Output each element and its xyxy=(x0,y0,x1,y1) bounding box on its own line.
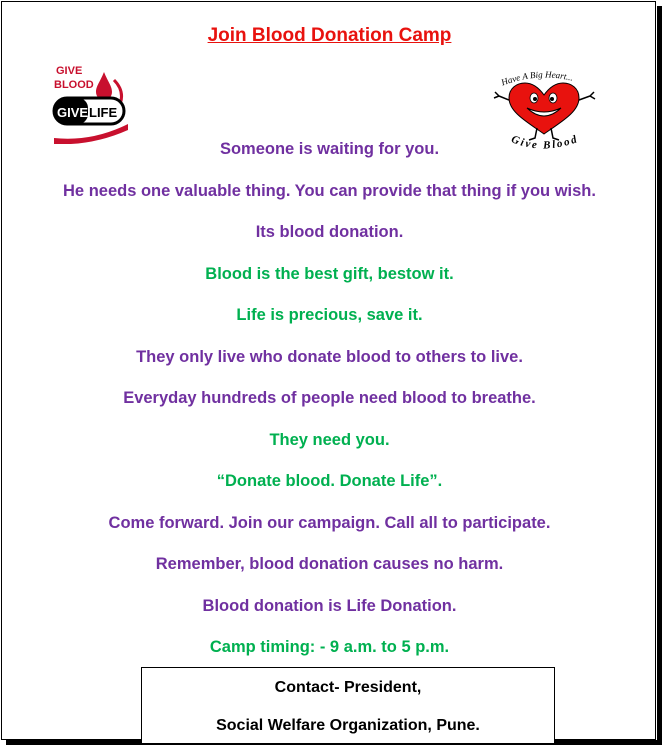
message-line: He needs one valuable thing. You can provide that thing if you wish. xyxy=(63,181,596,200)
message-line: Blood donation is Life Donation. xyxy=(202,596,457,615)
logo-text-give-blood: Give Blood xyxy=(509,132,581,152)
blood-drop-icon xyxy=(96,72,112,100)
message-line: Life is precious, save it. xyxy=(236,306,423,324)
message-line: Someone is waiting for you. xyxy=(219,140,440,158)
logo-text-give-2: GIVE xyxy=(57,105,89,120)
contact-box xyxy=(141,667,555,744)
message-line: They need you. xyxy=(269,430,390,449)
logo-text-give: GIVE xyxy=(56,65,83,77)
give-blood-logo xyxy=(52,60,130,144)
poster-title: Join Blood Donation Camp xyxy=(207,25,452,46)
message-line: Its blood donation. xyxy=(255,223,404,241)
page-shadow-right xyxy=(657,6,662,745)
logo-text-blood: BLOOD xyxy=(54,79,94,91)
smiling-heart-icon xyxy=(494,83,595,140)
message-line: Everyday hundreds of people need blood to breathe. xyxy=(123,389,536,407)
contact-line-1: Contact- President, xyxy=(274,679,422,696)
message-line: They only live who donate blood to others to live. xyxy=(136,347,523,366)
contact-line-2: Social Welfare Organization, Pune. xyxy=(216,717,480,734)
message-line: Camp timing: - 9 a.m. to 5 p.m. xyxy=(209,638,450,656)
message-line: Remember, blood donation causes no harm. xyxy=(155,555,504,573)
poster-frame xyxy=(1,1,656,740)
logo-text-big-heart: Have A Big Heart... xyxy=(499,69,575,88)
message-line: Blood is the best gift, bestow it. xyxy=(205,264,454,283)
message-line: “Donate blood. Donate Life”. xyxy=(216,472,443,490)
logo-text-life: LIFE xyxy=(89,105,118,120)
message-line: Come forward. Join our campaign. Call all to participate. xyxy=(108,513,551,532)
